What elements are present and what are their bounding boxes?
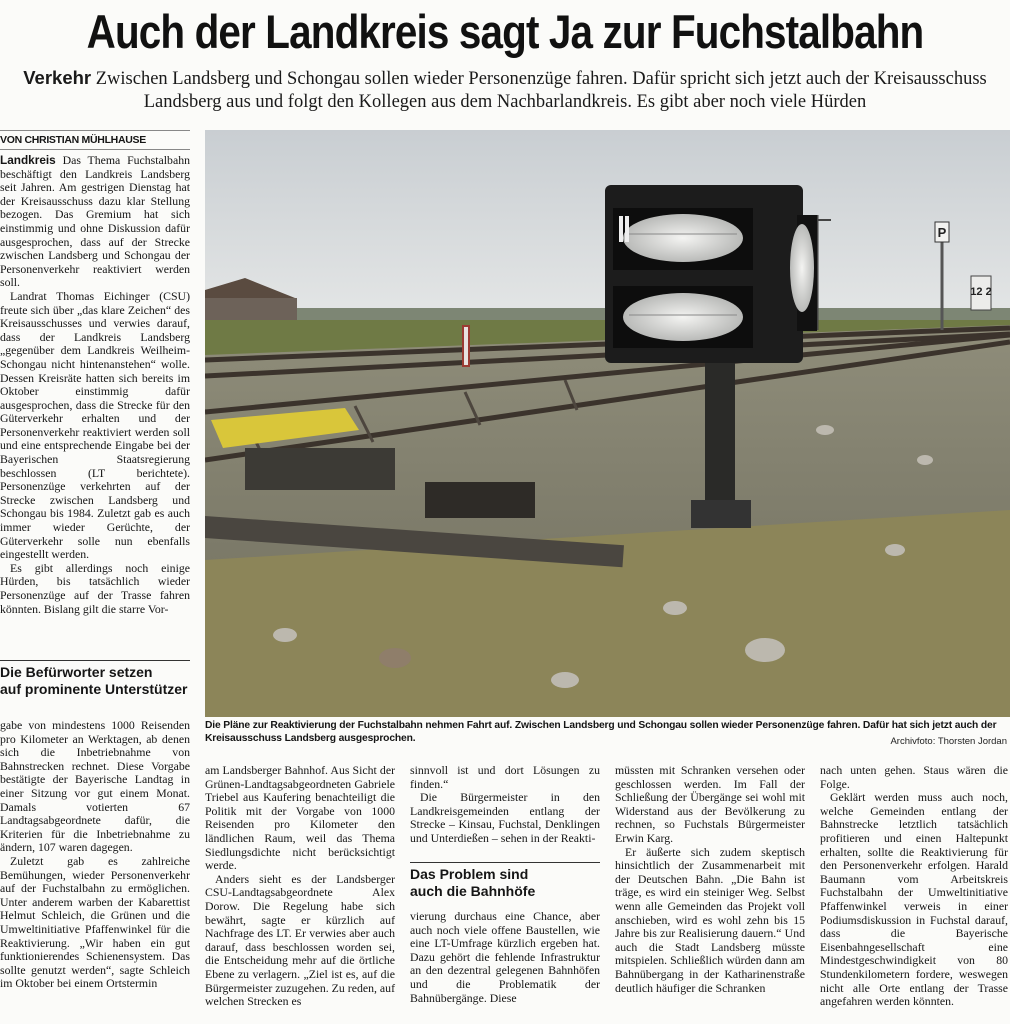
paragraph: Die Bürgermeister in den Landkreisgemeinden entlang der Strecke – Kinsau, Fuchstal, Denklingen und Unterdießen – sehen in der Reakti- <box>410 790 600 845</box>
article-column-3b <box>410 910 600 1024</box>
deck-kicker: Verkehr <box>23 67 92 88</box>
photo-caption: Die Pläne zur Reaktivierung der Fuchstalbahn nehmen Fahrt auf. Zwischen Landsberg und Schongau sollen wieder Personenzüge fahren. Dafür hat sich jetzt auch der Kreisausschuss Landsberg ausgesprochen. <box>205 720 997 744</box>
article-column-3 <box>410 764 600 856</box>
paragraph: Landrat Thomas Eichinger (CSU) freute sich über „das klare Zeichen“ des Kreisausschusses und verwies darauf, dass der Landkreis Landsberg „gegenüber dem Landkreis Weilheim-Schongau nicht hintenanstehen“ wolle. Dessen Kreisräte hatten sich bereits im Oktober einstimmig dafür ausgesprochen, dass die Strecke für den Güterverkehr erhalten und der Personenverkehr reaktiviert werden soll und eine entsprechende Eingabe bei der Bayerischen Staatsregierung beschlossen (LT berichtete). Personenzüge verkehrten auf der Strecke zwischen Landsberg und Schongau bis 1984. Zuletzt gab es auch immer wieder Gerüchte, der Güterverkehr solle nun ebenfalls eingestellt werden. <box>0 288 190 562</box>
deck <box>12 66 998 114</box>
paragraph: müssten mit Schranken versehen oder geschlossen werden. Im Fall der Schließung der Übergänge sei wohl mit Widerstand aus der Bevölkerung zu rechnen, so Fuchstals Bürgermeister Erwin Karg. <box>615 763 805 845</box>
paragraph-text: Das Thema Fuchstalbahn beschäftigt den Landkreis Landsberg seit Jahren. Am gestrigen Dienstag hat der Kreisausschuss dazu klar Stellung bezogen. Das Gremium hat sich einstimmig und ohne Diskussion dafür ausgesprochen, dass auf der Strecke zwischen Landsberg und Schongau der Personenverkehr reaktiviert werden soll. <box>0 153 190 290</box>
paragraph: Es gibt allerdings noch einige Hürden, bis tatsächlich wieder Personenzüge auf der Trasse fahren könnten. Bislang gilt die starre Vor- <box>0 560 190 616</box>
article-column-5 <box>820 764 1008 1024</box>
signal-lens-top <box>623 214 743 262</box>
deck-text: Zwischen Landsberg und Schongau sollen wieder Personenzüge fahren. Dafür spricht sich jetzt auch der Kreisausschuss Landsberg aus und folgt den Kollegen aus dem Nachbarlandkreis. Es gibt aber noch viele Hürden <box>95 69 987 112</box>
subhead-line: auf prominente Unterstützer <box>0 681 188 697</box>
subhead-line: Die Befürworter setzen <box>0 664 153 680</box>
photo-credit: Archivfoto: Thorsten Jordan <box>890 736 1007 747</box>
paragraph: Geklärt werden muss auch noch, welche Gemeinden entlang der Bahnstrecke letztlich tatsächlich profitieren und einen Haltepunkt erhalten, sollte die Reaktivierung für den Personenverkehr erfolgen. Harald Baumann vom Arbeitskreis Fuchstalbahn der Umweltinitiative Pfaffenwinkel verweis in einer Podiumsdiskussion in Fuchstal darauf, dass die Bayerische Eisenbahngesellschaft eine Mindestgeschwindigkeit von 80 Stundenkilometern fordere, weswegen nicht alle Orte entlang der Trasse angefahren werden könnten. <box>820 790 1008 1009</box>
kilometer-sign-label: 12 2 <box>970 286 992 298</box>
subhead-line: auch die Bahnhöfe <box>410 883 536 899</box>
paragraph: gabe von mindestens 1000 Reisenden pro Kilometer an Werktagen, ab denen sich die Inbetriebnahme von Bahnstrecken rechnet. Diese Vorgabe bestätigte der Bayerische Landtag in einer Sitzung vor gut einem Monat. Damals votierten 67 Landtagsabgeordnete dafür, die Kriterien für die Inbetriebnahme zu ändern, 107 waren dagegen. <box>0 718 190 855</box>
paragraph: Er äußerte sich zudem skeptisch hinsichtlich der Zusammenarbeit mit der Deutschen Bahn. „Die Bahn ist träge, es wird ein steiniger Weg. Selbst wenn alle Gemeinden das Projekt voll anschieben, wird es wohl zehn bis 15 Jahre bis zur Realisierung dauern.“ Und auch die Stadt Landsberg müsste mitspielen. Schließlich würden dann am Bahnübergang in der Katharinenstraße deutlich häufiger die Schranken <box>615 844 805 995</box>
paragraph: sinnvoll ist und dort Lösungen zu finden.“ <box>410 763 600 791</box>
article-column-4 <box>615 764 805 1024</box>
paragraph: nach unten gehen. Staus wären die Folge. <box>820 763 1008 791</box>
railway-signal-photo <box>205 130 1010 717</box>
subhead-supporters <box>0 660 190 698</box>
kilometer-sign <box>970 276 991 310</box>
article-photo <box>205 130 1010 717</box>
article-column-2 <box>205 764 395 1024</box>
parking-sign-label: P <box>937 225 947 240</box>
subhead-stations <box>410 862 600 900</box>
marker-post <box>463 326 469 366</box>
paragraph: Anders sieht es der Landsberger CSU-Landtagsabgeordnete Alex Dorow. Die Regelung habe sich bewährt, sagte er kürzlich auf Nachfrage des LT. Er verwies aber auch darauf, dass beschlossen worden sei, die Entscheidung mehr auf die örtliche Ebene zu verlagern. „Ziel ist es, auf die Bürgermeister zuzugehen. Zu reden, auf welchen Strecken es <box>205 871 395 1009</box>
subhead-line: Das Problem sind <box>410 866 529 882</box>
article-column-1b <box>0 719 190 1024</box>
headline: Auch der Landkreis sagt Ja zur Fuchstalbahn <box>86 5 924 58</box>
article-column-1 <box>0 154 190 648</box>
paragraph: vierung durchaus eine Chance, aber auch noch viele offene Baustellen, wie eine LT-Umfrage kürzlich ergeben hat. Dazu gehört die fehlende Infrastruktur an den dezentral gelegenen Bahnhöfen und die Problematik der Bahnübergänge. Diese <box>410 909 600 1005</box>
paragraph: am Landsberger Bahnhof. Aus Sicht der Grünen-Landtagsabgeordneten Gabriele Triebel aus Kaufering benachteiligt die Politik mit der Vorgabe von 1000 Reisenden pro Kilometer den ländlichen Raum, weil das Thema Siedlungsdichte nicht berücksichtigt werde. <box>205 763 395 873</box>
paragraph <box>0 154 190 290</box>
byline: VON CHRISTIAN MÜHLHAUSE <box>0 130 190 150</box>
paragraph: Zuletzt gab es zahlreiche Bemühungen, wieder Personenverkehr auf der Fuchstalbahn zu ermöglichen. Unter anderem warben der Kabarettist Helmut Schleich, die Grünen und die Umweltinitiative Pfaffenwinkel für die Reaktivierung. „Wir haben ein gut funktionierendes Schienensystem. Das sollte genutzt werden“, sagte Schleich im Oktober bei einem Ortstermin <box>0 853 190 991</box>
signal-lens-bottom <box>623 293 743 341</box>
dateline: Landkreis <box>0 153 56 167</box>
